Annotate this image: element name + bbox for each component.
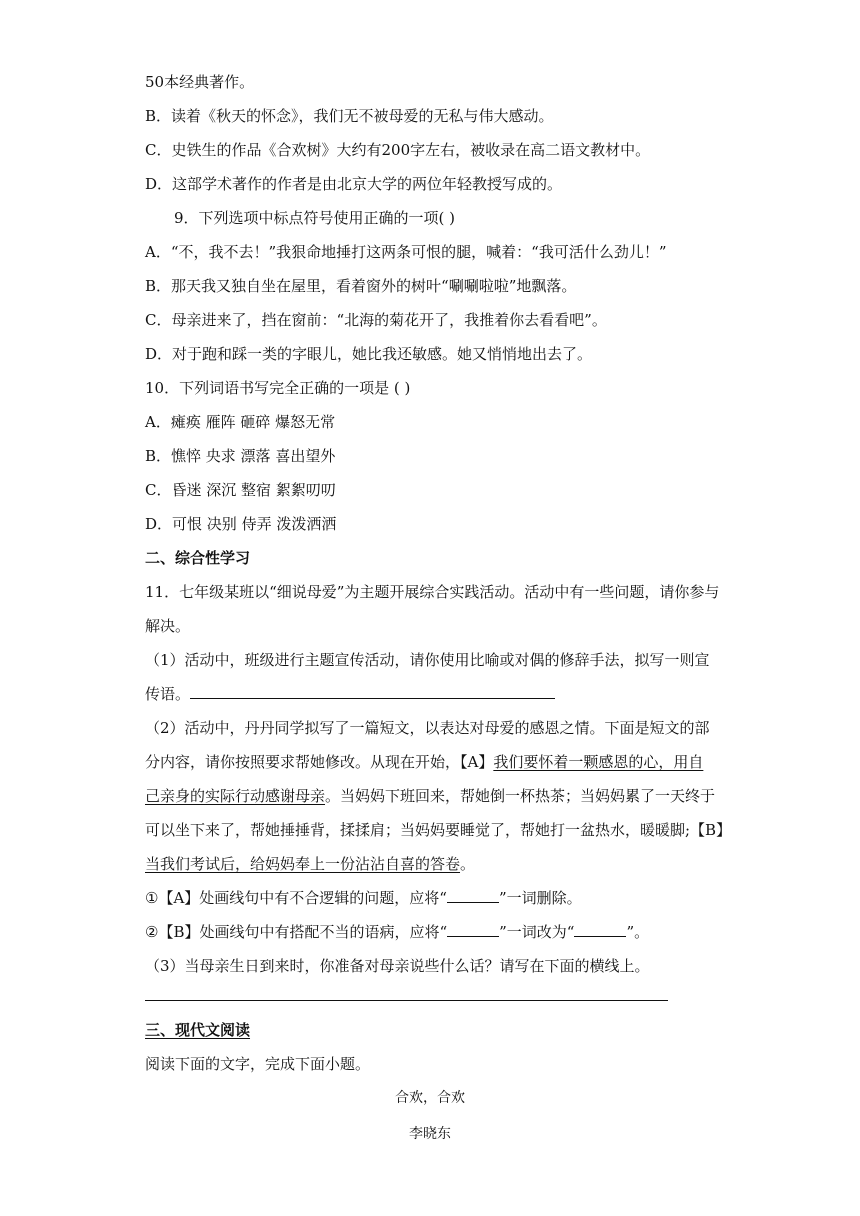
q10-stem: 10．下列词语书写完全正确的一项是 ( ) <box>145 379 411 397</box>
article-title: 合欢，合欢 <box>395 1090 465 1106</box>
q11-stem-line2: 解决。 <box>145 617 191 635</box>
answer-blank-2b[interactable] <box>574 922 626 937</box>
q9-option-c: C．母亲进来了，挡在窗前：“北海的菊花开了，我推着你去看看吧”。 <box>145 311 607 329</box>
q11-part2-line5 <box>145 854 475 874</box>
q9-option-a: A．“不，我不去！”我狠命地捶打这两条可恨的腿，喊着：“我可活什么劲儿！” <box>145 243 667 261</box>
q11-part3: （3）当母亲生日到来时，你准备对母亲说些什么话？请写在下面的横线上。 <box>145 957 650 975</box>
q11-part1-prefix: 传语。 <box>145 685 191 703</box>
sub-question-1 <box>145 888 582 908</box>
answer-line-birthday[interactable] <box>145 1000 668 1001</box>
q9-option-d: D．对于跑和踩一类的字眼儿，她比我还敏感。她又悄悄地出去了。 <box>145 345 593 363</box>
section2-title: 二、综合性学习 <box>145 549 251 567</box>
answer-blank-slogan[interactable] <box>190 684 555 699</box>
q10-option-b: B．憔悴 央求 漂落 喜出望外 <box>145 447 336 465</box>
q8-option-d: D．这部学术著作的作者是由北京大学的两位年轻教授写成的。 <box>145 175 563 193</box>
sub-question-2-mid: ”一词改为“ <box>499 923 575 941</box>
q9-option-b: B．那天我又独自坐在屋里，看着窗外的树叶“唰唰啦啦”地飘落。 <box>145 277 577 295</box>
q8-option-c: C．史铁生的作品《合欢树》大约有200字左右，被收录在高二语文教材中。 <box>145 141 651 159</box>
underlined-sentence-a: 我们要怀着一颗感恩的心，用自 <box>493 753 704 771</box>
sub-question-1-text: ①【A】处画线句中有不合逻辑的问题，应将“ <box>145 889 447 907</box>
answer-blank-2a[interactable] <box>447 922 499 937</box>
q11-part2-line3 <box>145 786 715 806</box>
reading-intro: 阅读下面的文字，完成下面小题。 <box>145 1055 371 1073</box>
q8-option-b: B．读着《秋天的怀念》，我们无不被母爱的无私与伟大感动。 <box>145 107 554 125</box>
q9-stem: 9．下列选项中标点符号使用正确的一项( ) <box>174 209 456 227</box>
underlined-sentence-a-cont: 己亲身的实际行动感谢母亲 <box>145 787 326 805</box>
q10-option-a: A．瘫痪 雁阵 砸碎 爆怒无常 <box>145 413 336 431</box>
q11-part1-line1: （1）活动中，班级进行主题宣传活动，请你使用比喻或对偶的修辞手法，拟写一则宣 <box>145 651 710 669</box>
q10-option-d: D．可恨 决别 侍弄 泼泼洒洒 <box>145 515 337 533</box>
q11-stem-line1: 11．七年级某班以“细说母爱”为主题开展综合实践活动。活动中有一些问题，请你参与 <box>145 583 720 601</box>
underlined-sentence-b: 当我们考试后，给妈妈奉上一份沾沾自喜的答卷 <box>145 855 461 873</box>
q10-option-c: C．昏迷 深沉 整宿 絮絮叨叨 <box>145 481 336 499</box>
q8-continuation: 50本经典著作。 <box>145 73 255 91</box>
sub-question-2 <box>145 922 649 942</box>
q11-part2-text: 。当妈妈下班回来，帮她倒一杯热茶；当妈妈累了一天终于 <box>325 787 716 805</box>
q11-part2-text: 分内容，请你按照要求帮她修改。从现在开始，【A】 <box>145 753 494 771</box>
q11-part2-line1: （2）活动中，丹丹同学拟写了一篇短文，以表达对母爱的感恩之情。下面是短文的部 <box>145 719 710 737</box>
q11-part2-line4: 可以坐下来了，帮她捶捶背，揉揉肩；当妈妈要睡觉了，帮她打一盆热水，暖暖脚;【B】 <box>145 821 732 839</box>
answer-blank-1[interactable] <box>447 888 499 903</box>
period: 。 <box>460 855 476 873</box>
q11-part1-line2 <box>145 684 555 704</box>
section3-title: 三、现代文阅读 <box>145 1021 251 1039</box>
sub-question-2-text: ②【B】处画线句中有搭配不当的语病，应将“ <box>145 923 448 941</box>
q11-part2-line2 <box>145 752 703 772</box>
article-author: 李晓东 <box>409 1126 451 1142</box>
sub-question-1-tail: ”一词删除。 <box>498 889 582 907</box>
sub-question-2-tail: ”。 <box>626 923 650 941</box>
